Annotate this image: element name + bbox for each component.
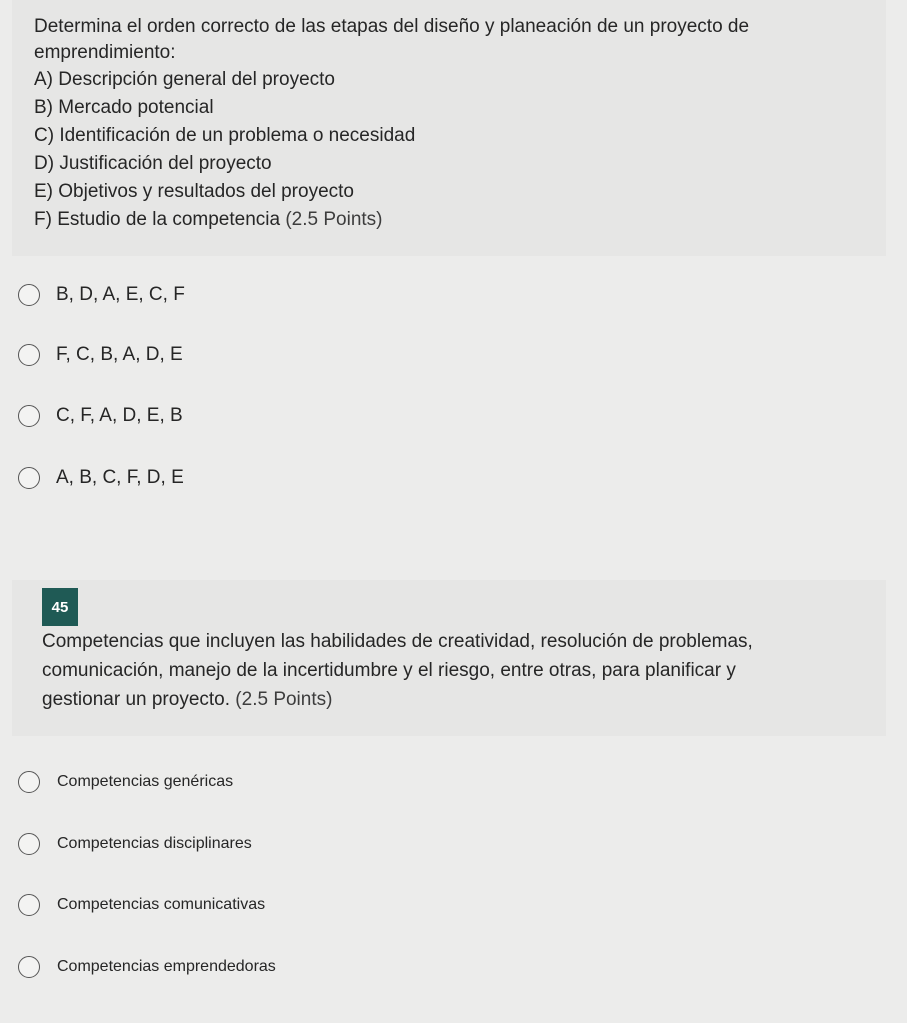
radio-button[interactable] — [18, 344, 40, 366]
question-1-item-b: B) Mercado potencial — [34, 97, 214, 118]
question-2-option-3[interactable] — [18, 894, 265, 916]
question-1-prompt — [12, 0, 886, 256]
question-1-option-3[interactable] — [18, 405, 183, 427]
radio-button[interactable] — [18, 771, 40, 793]
option-label: C, F, A, D, E, B — [56, 405, 183, 426]
question-2-text-line-3 — [42, 685, 872, 714]
option-label: Competencias disciplinares — [57, 835, 252, 852]
question-2-prompt — [12, 580, 886, 736]
question-2-option-1[interactable] — [18, 771, 233, 793]
option-label: A, B, C, F, D, E — [56, 467, 184, 488]
question-1-text-line-1: Determina el orden correcto de las etapas del diseño y planeación de un proyecto de — [34, 16, 750, 37]
question-1-option-4[interactable] — [18, 467, 184, 489]
question-2-text-line-1: Competencias que incluyen las habilidades de creatividad, resolución de problemas, — [42, 631, 753, 652]
question-2-option-2[interactable] — [18, 833, 252, 855]
question-1-item-f-text: F) Estudio de la competencia — [34, 209, 281, 230]
question-2-option-4[interactable] — [18, 956, 276, 978]
question-1-option-1[interactable] — [18, 284, 185, 306]
question-1-option-2[interactable] — [18, 344, 183, 366]
question-1-item-e: E) Objetivos y resultados del proyecto — [34, 181, 354, 202]
question-2-text-line-3-text: gestionar un proyecto. — [42, 689, 231, 710]
option-label: F, C, B, A, D, E — [56, 344, 183, 365]
option-label: B, D, A, E, C, F — [56, 284, 185, 305]
radio-button[interactable] — [18, 956, 40, 978]
question-1-points: (2.5 Points) — [285, 209, 383, 230]
question-1-item-c: C) Identificación de un problema o necesidad — [34, 125, 416, 146]
radio-button[interactable] — [18, 405, 40, 427]
question-1-text-line-2: emprendimiento: — [34, 42, 176, 63]
radio-button[interactable] — [18, 894, 40, 916]
question-number-badge: 45 — [42, 588, 78, 626]
option-label: Competencias genéricas — [57, 773, 234, 790]
question-1-item-d: D) Justificación del proyecto — [34, 153, 272, 174]
question-2-text — [42, 627, 872, 714]
radio-button[interactable] — [18, 467, 40, 489]
option-label: Competencias emprendedoras — [57, 958, 276, 975]
question-1-item-a: A) Descripción general del proyecto — [34, 69, 335, 90]
radio-button[interactable] — [18, 284, 40, 306]
radio-button[interactable] — [18, 833, 40, 855]
question-1-item-f — [34, 206, 886, 234]
option-label: Competencias comunicativas — [57, 896, 266, 913]
question-2-points: (2.5 Points) — [235, 689, 333, 710]
question-2-text-line-2: comunicación, manejo de la incertidumbre y el riesgo, entre otras, para planificar y — [42, 660, 736, 681]
